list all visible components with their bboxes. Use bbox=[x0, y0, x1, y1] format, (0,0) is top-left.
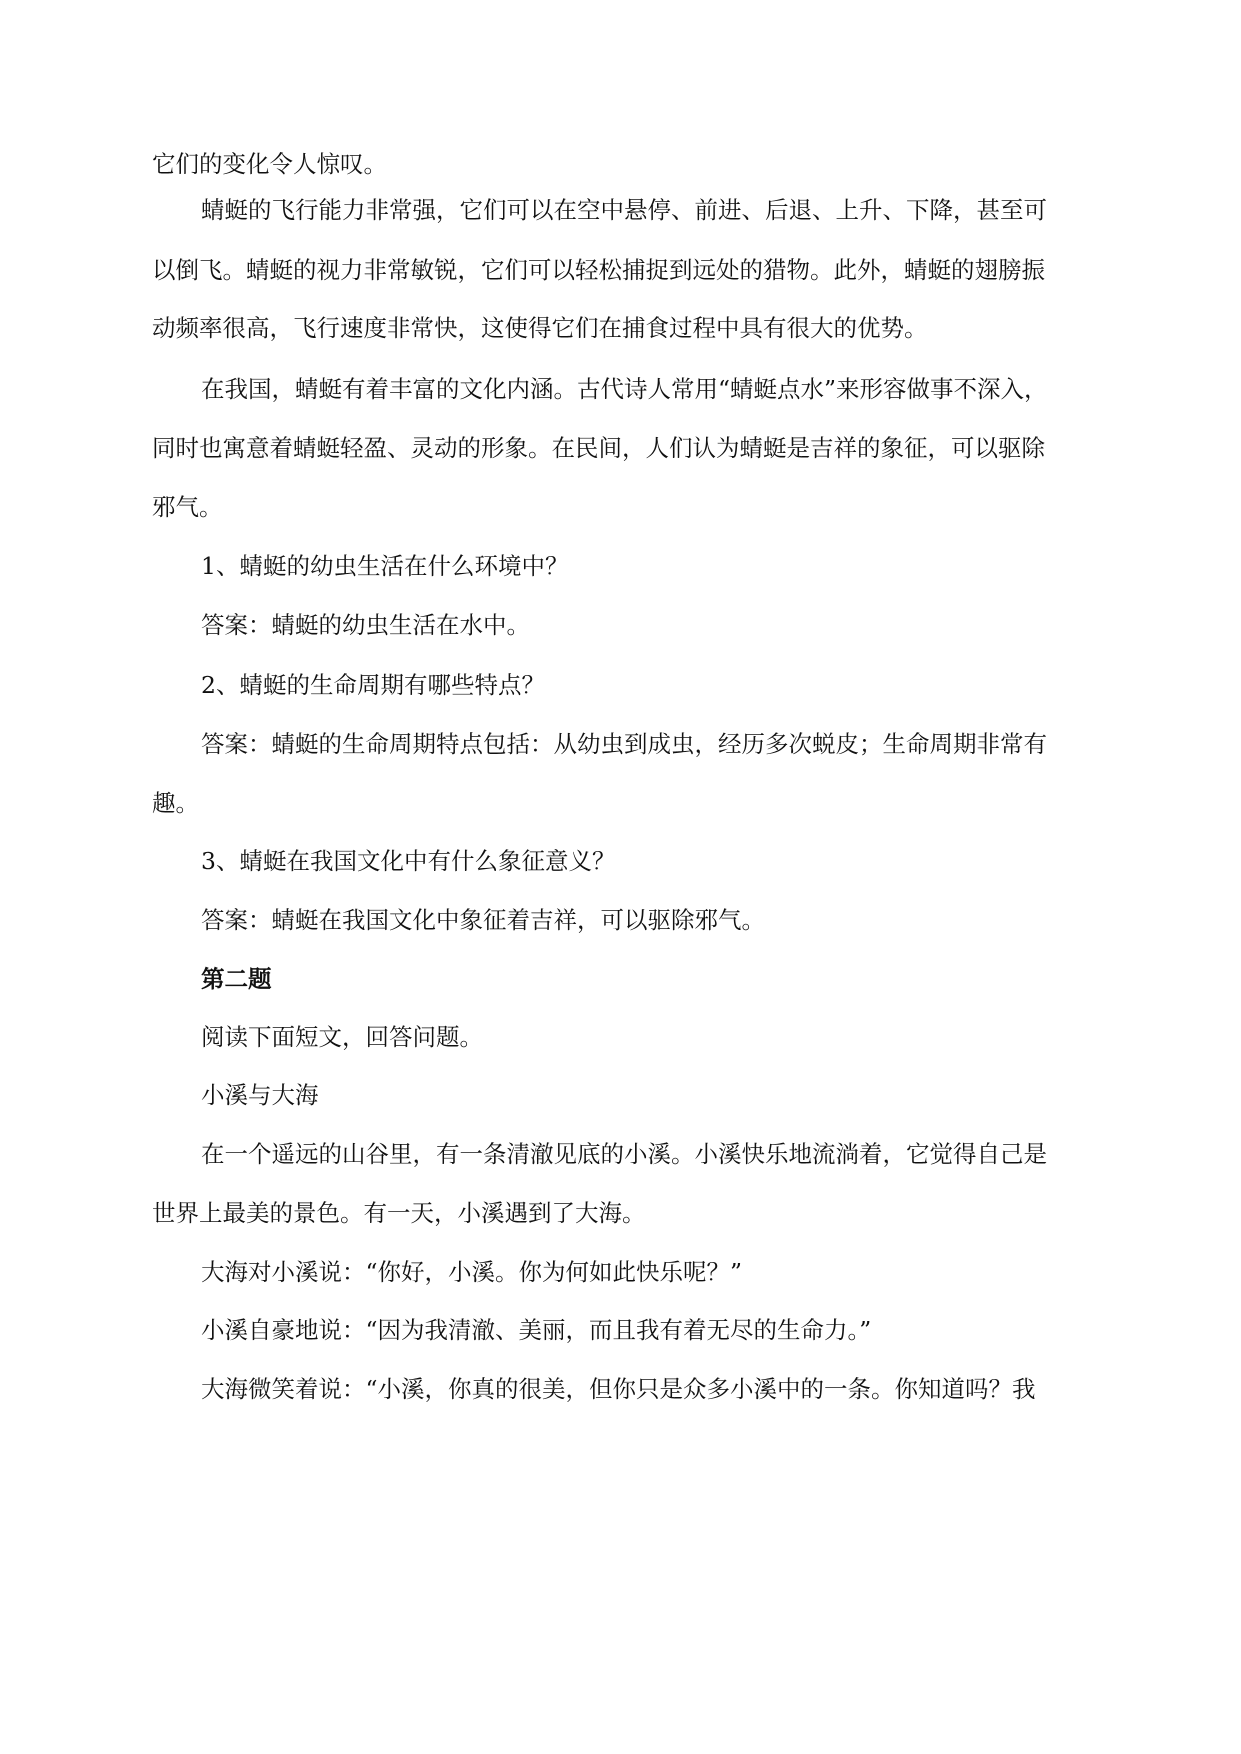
question-3: 3、蜻蜓在我国文化中有什么象征意义？ bbox=[201, 847, 616, 875]
paragraph-line: 在我国，蜻蜓有着丰富的文化内涵。古代诗人常用“蜻蜓点水”来形容做事不深入， bbox=[201, 375, 1048, 403]
paragraph-line: 蜻蜓的飞行能力非常强，它们可以在空中悬停、前进、后退、上升、下降，甚至可 bbox=[201, 196, 1047, 224]
paragraph-line: 动频率很高，飞行速度非常快，这使得它们在捕食过程中具有很大的优势。 bbox=[152, 314, 928, 342]
answer-2-cont: 趣。 bbox=[152, 789, 199, 817]
question-1: 1、蜻蜓的幼虫生活在什么环境中？ bbox=[201, 552, 569, 580]
paragraph-line: 同时也寓意着蜻蜓轻盈、灵动的形象。在民间，人们认为蜻蜓是吉祥的象征，可以驱除 bbox=[152, 434, 1045, 462]
paragraph-line: 小溪自豪地说：“因为我清澈、美丽，而且我有着无尽的生命力。” bbox=[201, 1316, 872, 1344]
paragraph-line: 以倒飞。蜻蜓的视力非常敏锐，它们可以轻松捕捉到远处的猎物。此外，蜻蜓的翅膀振 bbox=[152, 256, 1045, 284]
answer-1: 答案：蜻蜓的幼虫生活在水中。 bbox=[201, 611, 530, 639]
section-heading: 第二题 bbox=[201, 965, 272, 993]
question-2: 2、蜻蜓的生命周期有哪些特点？ bbox=[201, 671, 545, 699]
paragraph-line: 世界上最美的景色。有一天，小溪遇到了大海。 bbox=[152, 1199, 646, 1227]
answer-2: 答案：蜻蜓的生命周期特点包括：从幼虫到成虫，经历多次蜕皮；生命周期非常有 bbox=[201, 730, 1047, 758]
instruction: 阅读下面短文，回答问题。 bbox=[201, 1023, 483, 1051]
paragraph-line: 在一个遥远的山谷里，有一条清澈见底的小溪。小溪快乐地流淌着，它觉得自己是 bbox=[201, 1140, 1047, 1168]
paragraph-line: 邪气。 bbox=[152, 493, 223, 521]
paragraph-line: 大海微笑着说：“小溪，你真的很美，但你只是众多小溪中的一条。你知道吗？我 bbox=[201, 1375, 1036, 1403]
paragraph-line: 它们的变化令人惊叹。 bbox=[152, 150, 387, 178]
story-title: 小溪与大海 bbox=[201, 1081, 319, 1109]
paragraph-line: 大海对小溪说：“你好，小溪。你为何如此快乐呢？” bbox=[201, 1258, 743, 1286]
answer-3: 答案：蜻蜓在我国文化中象征着吉祥，可以驱除邪气。 bbox=[201, 906, 765, 934]
